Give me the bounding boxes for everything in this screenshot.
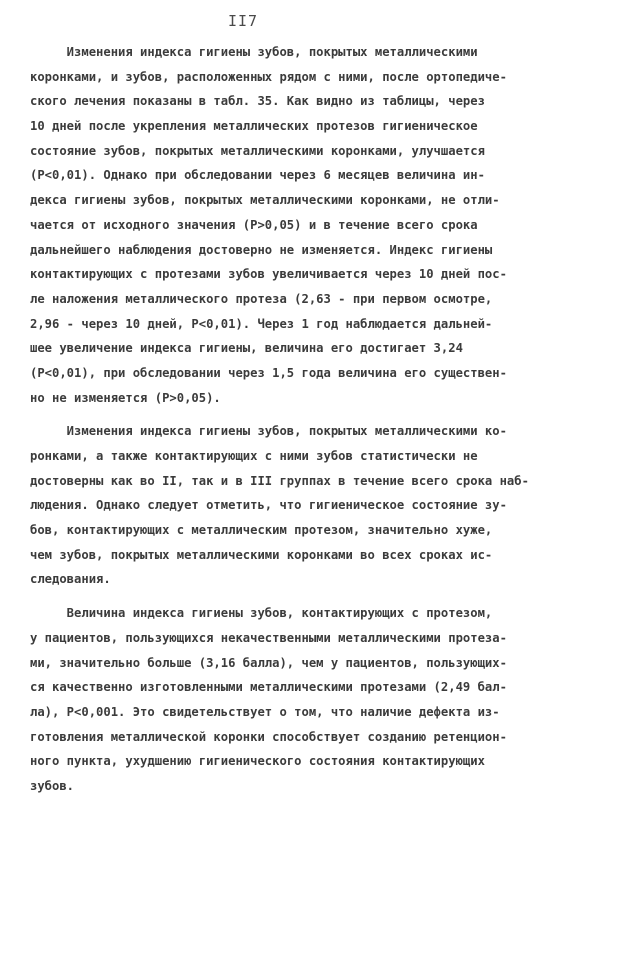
text-line: зубов.: [30, 778, 75, 793]
text-line: но не изменяется (P>0,05).: [30, 390, 221, 405]
text-line: ле наложения металлического протеза (2,63 - при первом осмотре,: [30, 291, 493, 306]
text-line: коронками, и зубов, расположенных рядом с ними, после ортопедиче-: [30, 69, 507, 84]
text-line: Величина индекса гигиены зубов, контактирующих с протезом,: [30, 606, 493, 621]
text-line: ного пункта, ухудшению гигиенического состояния контактирующих: [30, 754, 485, 769]
paragraph: [30, 419, 590, 592]
text-line: 10 дней после укрепления металлических протезов гигиеническое: [30, 119, 478, 134]
text-line: 2,96 - через 10 дней, P<0,01). Через 1 год наблюдается дальней-: [30, 316, 493, 331]
text-line: чем зубов, покрытых металлическими коронками во всех сроках ис-: [30, 547, 493, 562]
text-line: у пациентов, пользующихся некачественными металлическими протеза-: [30, 630, 507, 645]
text-line: (P<0,01). Однако при обследовании через 6 месяцев величина ин-: [30, 168, 485, 183]
text-line: ского лечения показаны в табл. 35. Как видно из таблицы, через: [30, 94, 485, 109]
text-line: Изменения индекса гигиены зубов, покрытых металлическими ко-: [30, 424, 507, 439]
paragraph-gap: [30, 592, 590, 601]
text-line: Изменения индекса гигиены зубов, покрытых металлическими: [30, 45, 478, 59]
text-line: дальнейшего наблюдения достоверно не изменяется. Индекс гигиены: [30, 242, 493, 257]
text-line: шее увеличение индекса гигиены, величина его достигает 3,24: [30, 341, 463, 356]
text-line: ми, значительно больше (3,16 балла), чем у пациентов, пользующих-: [30, 655, 507, 670]
text-line: ся качественно изготовленными металлическими протезами (2,49 бал-: [30, 680, 507, 695]
text-line: ла), P<0,001. Это свидетельствует о том, что наличие дефекта из-: [30, 704, 500, 719]
text-line: декса гигиены зубов, покрытых металлическими коронками, не отли-: [30, 193, 500, 208]
text-line: контактирующих с протезами зубов увеличивается через 10 дней пос-: [30, 267, 507, 282]
page-number: II7: [228, 12, 259, 30]
text-line: бов, контактирующих с металлическим протезом, значительно хуже,: [30, 523, 493, 538]
text-line: (P<0,01), при обследовании через 1,5 года величина его существен-: [30, 365, 507, 380]
text-line: готовления металлической коронки способствует созданию ретенцион-: [30, 729, 507, 744]
body-text: [30, 40, 590, 799]
text-line: ронками, а также контактирующих с ними зубов статистически не: [30, 449, 478, 463]
paragraph-gap: [30, 410, 590, 419]
paragraph: [30, 40, 590, 410]
text-line: следования.: [30, 572, 111, 587]
text-line: людения. Однако следует отметить, что гигиеническое состояние зу-: [30, 498, 507, 513]
text-line: состояние зубов, покрытых металлическими коронками, улучшается: [30, 143, 485, 158]
text-line: достоверны как во II, так и в III группах в течение всего срока наб-: [30, 473, 529, 488]
paragraph: [30, 601, 590, 799]
text-line: чается от исходного значения (P>0,05) и в течение всего срока: [30, 217, 478, 232]
